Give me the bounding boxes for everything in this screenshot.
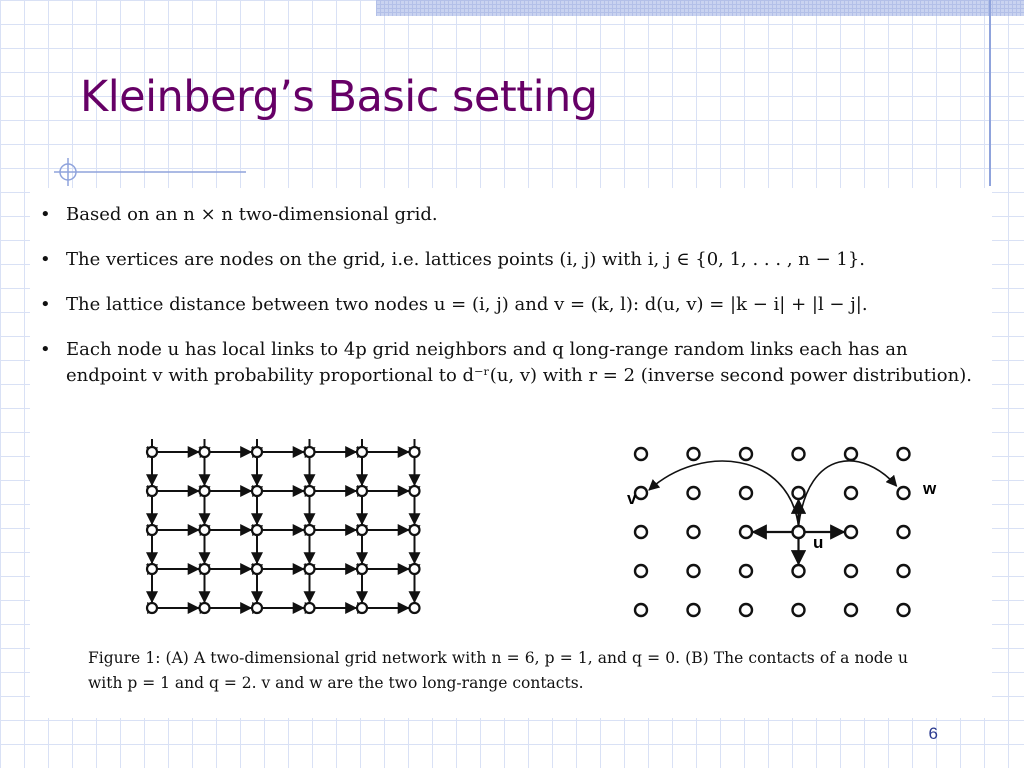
grid-node: [635, 487, 647, 499]
grid-node: [305, 486, 315, 496]
grid-node: [740, 565, 752, 577]
grid-b-group: [635, 448, 910, 616]
grid-node: [740, 448, 752, 460]
grid-node: [898, 565, 910, 577]
grid-node: [688, 526, 700, 538]
grid-node: [845, 526, 857, 538]
bullet-list: [38, 202, 988, 389]
grid-node: [200, 486, 210, 496]
vertical-rule: [989, 0, 991, 186]
node-u-label: u: [813, 533, 824, 552]
grid-node: [845, 487, 857, 499]
grid-node: [793, 526, 805, 538]
grid-node: [898, 526, 910, 538]
grid-node: [305, 525, 315, 535]
grid-node: [410, 486, 420, 496]
grid-node: [898, 448, 910, 460]
grid-node: [688, 604, 700, 616]
grid-node: [147, 603, 157, 613]
grid-node: [200, 447, 210, 457]
grid-a-group: [147, 439, 420, 613]
bullet-text: The vertices are nodes on the grid, i.e. lattices points (i, j) with i, j ∈ {0, 1, . . . , n − 1}.: [66, 249, 866, 270]
bullet-text: Each node u has local links to 4p grid neighbors and q long-range random links each has an endpoint v with probability proportional to d⁻ʳ(u, v) with r = 2 (inverse second power distribution).: [66, 339, 972, 386]
bullet-dot: •: [40, 204, 51, 225]
grid-node: [357, 486, 367, 496]
grid-node: [252, 525, 262, 535]
grid-node: [410, 447, 420, 457]
grid-node: [898, 487, 910, 499]
bullet-item: [38, 247, 988, 273]
grid-node: [793, 565, 805, 577]
grid-node: [252, 603, 262, 613]
bullet-text: The lattice distance between two nodes u = (i, j) and v = (k, l): d(u, v) = |k − i| + |l − j|.: [66, 294, 868, 315]
crosshair-decoration: [46, 156, 256, 188]
bullet-item: [38, 202, 988, 228]
grid-node: [740, 487, 752, 499]
bullet-dot: •: [40, 249, 51, 270]
long-range-contacts-diagram: [595, 436, 937, 621]
slide-content: [30, 188, 992, 718]
grid-node: [357, 603, 367, 613]
grid-node: [357, 447, 367, 457]
grid-node: [252, 486, 262, 496]
bullet-item: [38, 337, 988, 389]
grid-node: [410, 603, 420, 613]
grid-node: [845, 604, 857, 616]
node-w-label: w: [923, 479, 937, 498]
bullet-dot: •: [40, 339, 51, 360]
grid-node: [147, 525, 157, 535]
grid-node: [688, 448, 700, 460]
grid-node: [845, 565, 857, 577]
grid-node: [898, 604, 910, 616]
bullet-text: Based on an n × n two-dimensional grid.: [66, 204, 438, 225]
grid-node: [147, 486, 157, 496]
grid-node: [635, 448, 647, 460]
grid-node: [357, 564, 367, 574]
grid-node: [688, 565, 700, 577]
grid-node: [200, 603, 210, 613]
grid-node: [200, 525, 210, 535]
grid-node: [252, 447, 262, 457]
header-band: [376, 0, 1024, 16]
grid-node: [147, 447, 157, 457]
grid-node: [740, 604, 752, 616]
grid-node: [793, 448, 805, 460]
grid-node: [305, 603, 315, 613]
bullet-dot: •: [40, 294, 51, 315]
node-v-label: v: [627, 489, 637, 508]
grid-node: [635, 604, 647, 616]
grid-node: [305, 447, 315, 457]
grid-node: [688, 487, 700, 499]
grid-node: [410, 564, 420, 574]
grid-node: [305, 564, 315, 574]
long-range-link-v: [649, 461, 799, 526]
grid-node: [845, 448, 857, 460]
grid-node: [200, 564, 210, 574]
bullet-item: [38, 292, 988, 318]
grid-node: [635, 526, 647, 538]
slide-title: Kleinberg’s Basic setting: [80, 72, 598, 122]
figure-caption: Figure 1: (A) A two-dimensional grid network with n = 6, p = 1, and q = 0. (B) The contacts of a node u with p = 1 and q = 2. v and w are the two long-range contacts.: [88, 649, 908, 692]
grid-node: [252, 564, 262, 574]
grid-node: [740, 526, 752, 538]
grid-node: [410, 525, 420, 535]
grid-node: [357, 525, 367, 535]
grid-node: [793, 604, 805, 616]
grid-node: [147, 564, 157, 574]
grid-network-diagram: [142, 442, 432, 622]
slide-number: 6: [928, 724, 938, 743]
grid-node: [635, 565, 647, 577]
grid-node: [793, 487, 805, 499]
